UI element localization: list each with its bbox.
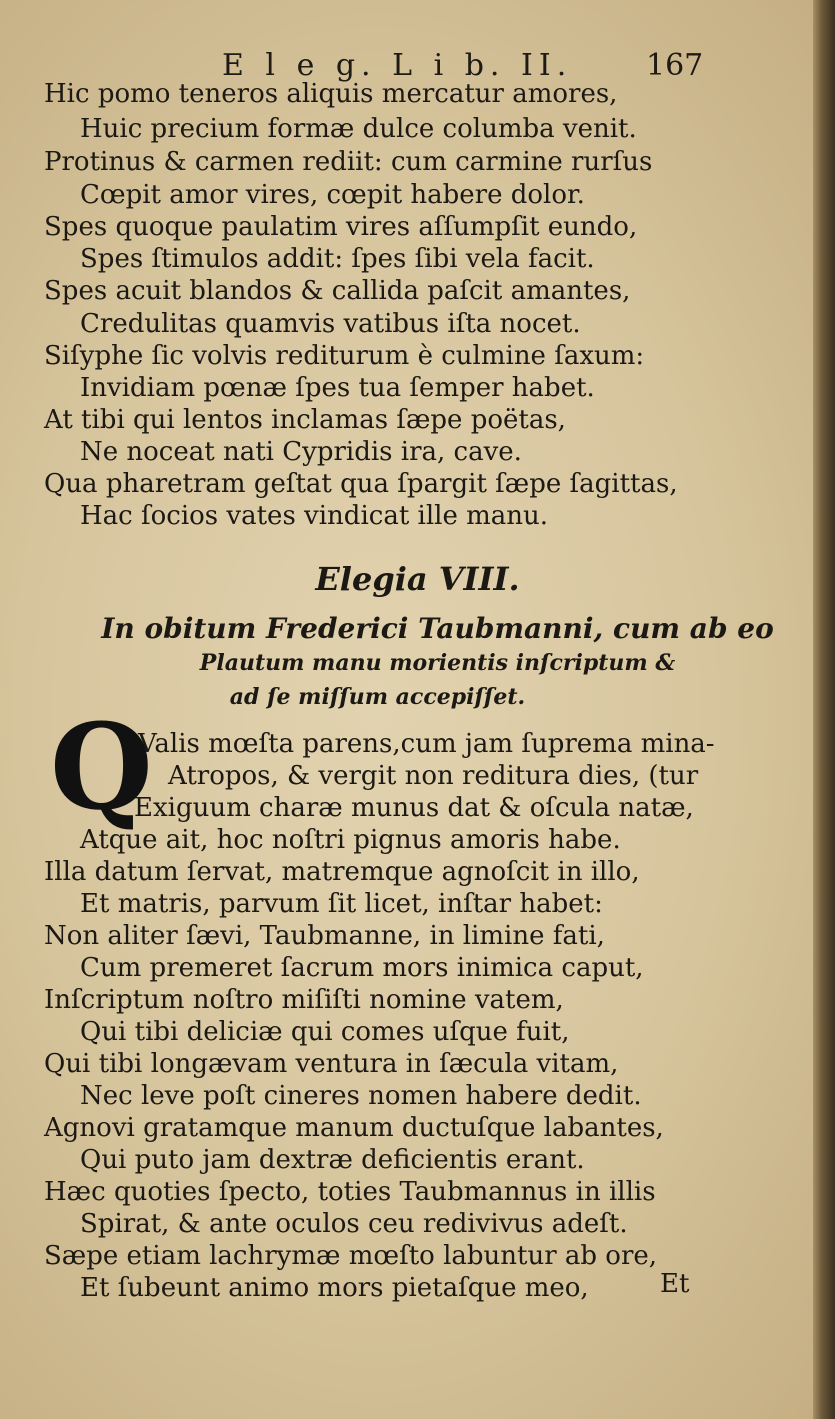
catchword: Et xyxy=(660,1269,690,1299)
subtitle-line-2: Plautum manu morientis inſcriptum & xyxy=(199,650,676,676)
verse-line: Spes acuit blandos & callida paſcit amantes, xyxy=(44,276,631,306)
verse-line: Atque ait, hoc noſtri pignus amoris habe. xyxy=(80,825,621,855)
verse-line: Credulitas quamvis vatibus iſta nocet. xyxy=(80,309,581,339)
opening-line: Valis mœſta parens,cum jam ſuprema mina- xyxy=(138,729,715,759)
verse-line: Spes quoque paulatim vires aſſumpſit eundo, xyxy=(44,212,638,242)
verse-line: Hac ſocios vates vindicat ille manu. xyxy=(80,501,549,531)
verse-line: Et ſubeunt animo mors pietaſque meo, xyxy=(80,1273,589,1303)
running-head: E l e g. L i b. II. xyxy=(222,48,573,83)
verse-line: Siſyphe ſic volvis rediturum è culmine ſaxum: xyxy=(44,341,645,371)
subtitle-line-1: In obitum Frederici Taubmanni, cum ab eo xyxy=(101,612,774,645)
verse-line: Qua pharetram geſtat qua ſpargit ſæpe ſagittas, xyxy=(44,469,678,499)
verse-line: Inſcriptum noſtro miſiſti nomine vatem, xyxy=(44,985,564,1015)
verse-line: Qui puto jam dextræ deficientis erant. xyxy=(80,1145,585,1175)
verse-line: Protinus & carmen rediit: cum carmine rurſus xyxy=(44,147,653,177)
drop-cap: Q xyxy=(50,697,153,836)
subtitle-line-3: ad ſe miſſum accepiſſet. xyxy=(229,684,526,710)
verse-line: Et matris, parvum ſit licet, inſtar habet: xyxy=(80,889,603,919)
page-edge xyxy=(813,0,835,1419)
verse-line: Invidiam pœnæ ſpes tua ſemper habet. xyxy=(80,373,595,403)
verse-line: Agnovi gratamque manum ductuſque labantes, xyxy=(44,1113,664,1143)
verse-line: Cœpit amor vires, cœpit habere dolor. xyxy=(80,180,585,210)
verse-line: Nec leve poſt cineres nomen habere dedit. xyxy=(80,1081,642,1111)
verse-line: Hæc quoties ſpecto, toties Taubmannus in illis xyxy=(44,1177,656,1207)
verse-line: Qui tibi deliciæ qui comes uſque fuit, xyxy=(80,1017,570,1047)
verse-line: Sæpe etiam lachrymæ mœſto labuntur ab ore, xyxy=(44,1241,658,1271)
verse-line: Qui tibi longævam ventura in ſæcula vitam, xyxy=(44,1049,619,1079)
verse-line: Ne noceat nati Cypridis ira, cave. xyxy=(80,437,522,467)
opening-line: Atropos, & vergit non reditura dies, (tur xyxy=(168,761,699,791)
verse-line: Cum premeret ſacrum mors inimica caput, xyxy=(80,953,644,983)
verse-line: Non aliter ſævi, Taubmanne, in limine fati, xyxy=(44,921,605,951)
verse-line: Illa datum ſervat, matremque agnoſcit in illo, xyxy=(44,857,640,887)
verse-line: Spes ſtimulos addit: ſpes ſibi vela facit. xyxy=(80,244,595,274)
verse-line: At tibi qui lentos inclamas ſæpe poëtas, xyxy=(44,405,566,435)
verse-line: Spirat, & ante oculos ceu redivivus adeſt. xyxy=(80,1209,628,1239)
verse-line: Huic precium formæ dulce columba venit. xyxy=(80,114,637,144)
elegy-title: Elegia VIII. xyxy=(315,560,520,598)
page-number: 167 xyxy=(646,48,704,83)
verse-line: Hic pomo teneros aliquis mercatur amores, xyxy=(44,79,618,109)
opening-line: Exiguum charæ munus dat & oſcula natæ, xyxy=(134,793,694,823)
